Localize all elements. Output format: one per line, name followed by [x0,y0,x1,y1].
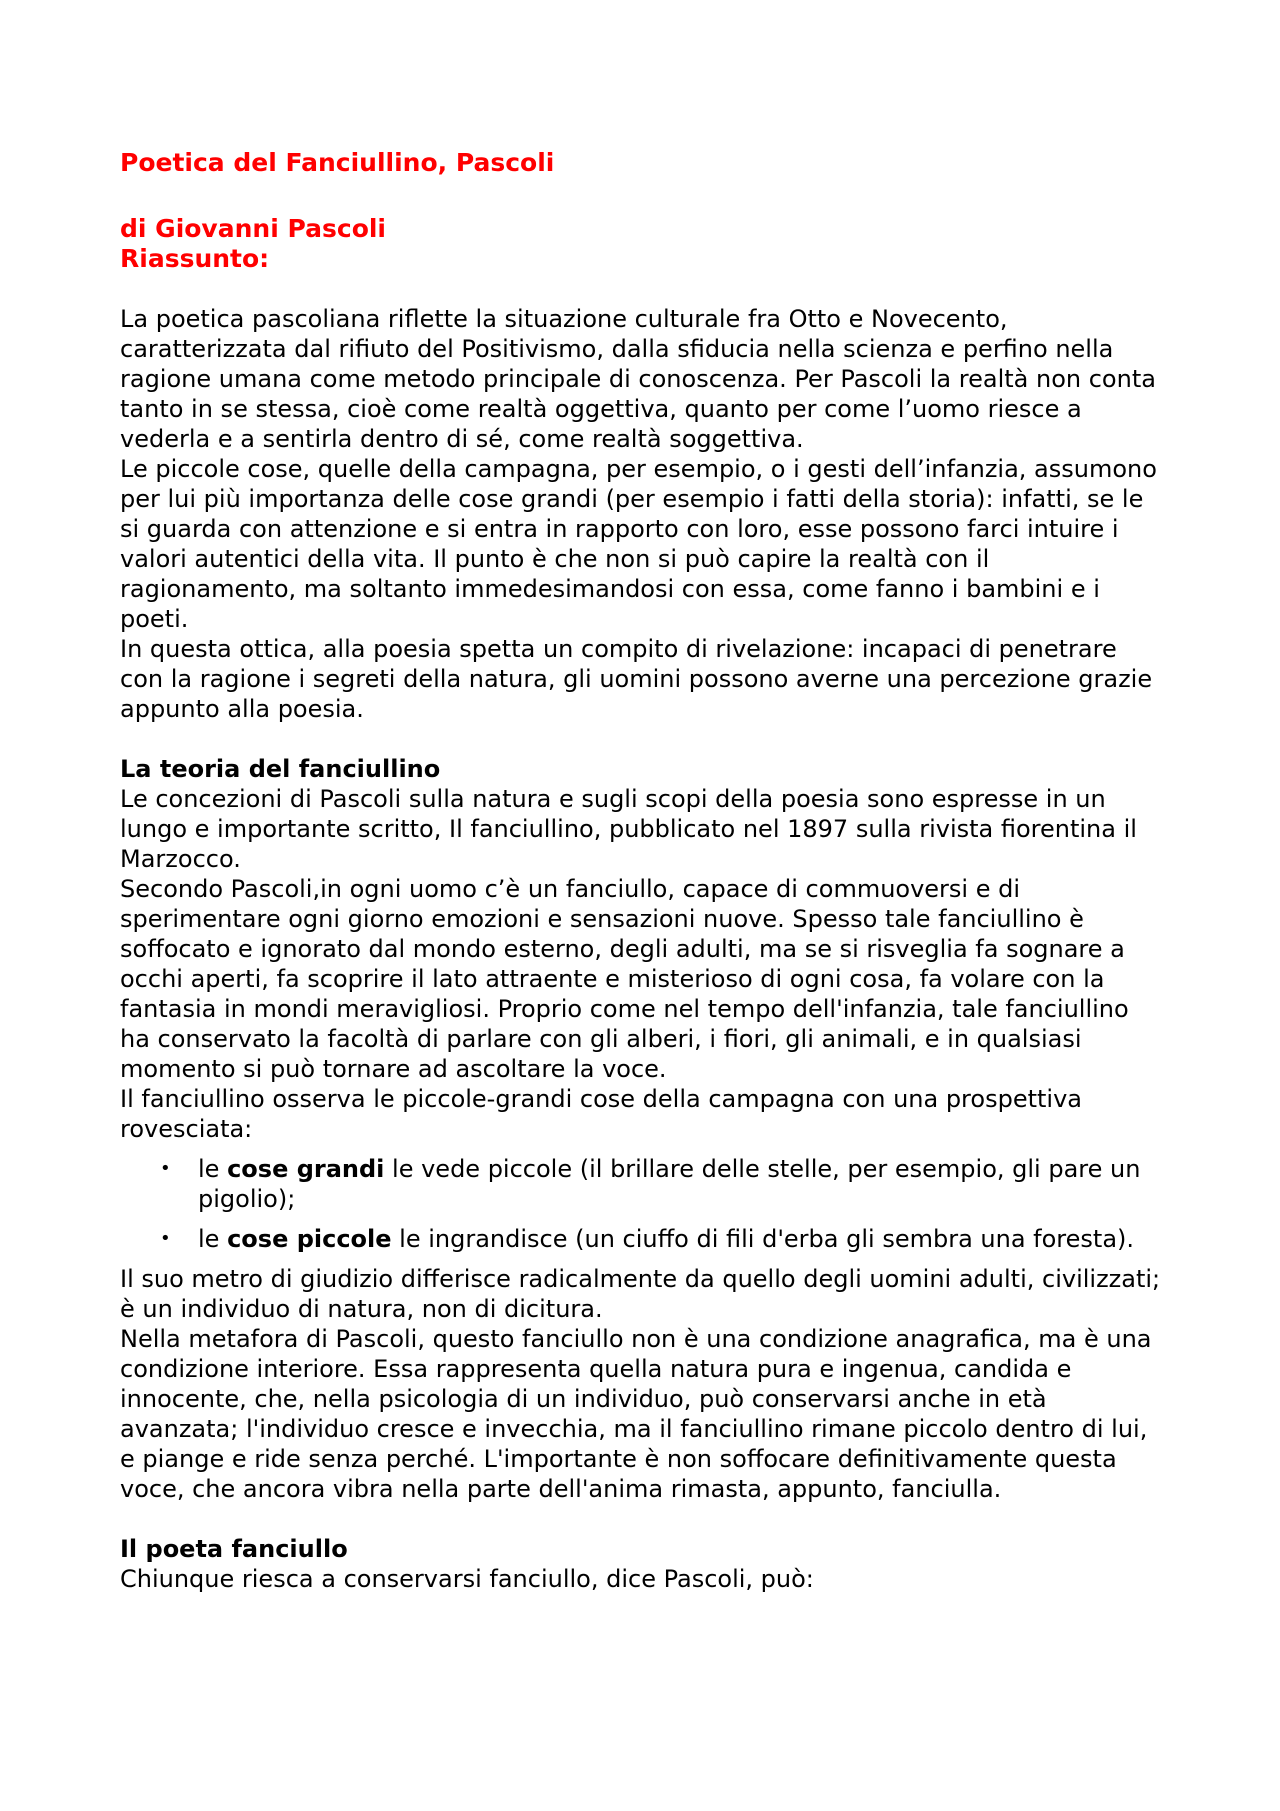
section-heading-fanciullino: La teoria del fanciullino [120,755,441,783]
list-item-bold: cose piccole [227,1225,392,1253]
intro-paragraph-1: La poetica pascoliana riflette la situazione culturale fra Otto e Novecento, caratterizzata dal rifiuto del Positivismo, dalla sfiducia nella scienza e perfino nella ragione umana come metodo principale di conoscenza. Per Pascoli la realtà non conta tanto in se stessa, cioè come realtà oggettiva, quanto per come l’uomo riesce a vederla e a sentirla dentro di sé, come realtà soggettiva. [120,305,1156,453]
list-item [120,1224,1162,1254]
section1-after-paragraph-2: Nella metafora di Pascoli, questo fanciullo non è una condizione anagrafica, ma è una condizione interiore. Essa rappresenta quella natura pura e ingenua, candida e innocente, che, nella psicologia di un individuo, può conservarsi anche in età avanzata; l'individuo cresce e invecchia, ma il fanciullino rimane piccolo dentro di lui, e piange e ride senza perché. L'importante è non soffocare definitivamente questa voce, che ancora vibra nella parte dell'anima rimasta, appunto, fanciulla. [120,1325,1152,1503]
list-item-bold: cose grandi [227,1155,385,1183]
section1-paragraph-2: Secondo Pascoli,in ogni uomo c’è un fanciullo, capace di commuoversi e di sperimentare ogni giorno emozioni e sensazioni nuove. Spesso tale fanciullino è soffocato e ignorato dal mondo esterno, degli adulti, ma se si risveglia fa sognare a occhi aperti, fa scoprire il lato attraente e misterioso di ogni cosa, fa volare con la fantasia in mondi meravigliosi. Proprio come nel tempo dell'infanzia, tale fanciullino ha conservato la facoltà di parlare con gli alberi, i fiori, gli animali, e in qualsiasi momento si può tornare ad ascoltare la voce. [120,875,1129,1083]
list-item-post: le ingrandisce (un ciuffo di fili d'erba gli sembra una foresta). [391,1225,1135,1253]
document-title: Poetica del Fanciullino, Pascoli [120,148,555,177]
document-author: di Giovanni Pascoli [120,214,387,243]
bullet-marker: • [160,1158,171,1179]
section1-paragraph-3: Il fanciullino osserva le piccole-grandi cose della campagna con una prospettiva rovesciata: [120,1085,1082,1143]
bullet-list [120,1154,1162,1254]
section-heading-poeta: Il poeta fanciullo [120,1535,348,1563]
intro-paragraph-3: In questa ottica, alla poesia spetta un compito di rivelazione: incapaci di penetrare con la ragione i segreti della natura, gli uomini possono averne una percezione grazie appunto alla poesia. [120,635,1153,723]
section1-paragraph-1: Le concezioni di Pascoli sulla natura e sugli scopi della poesia sono espresse in un lungo e importante scritto, Il fanciullino, pubblicato nel 1897 sulla rivista fiorentina il Marzocco. [120,785,1137,873]
intro-paragraph-2: Le piccole cose, quelle della campagna, per esempio, o i gesti dell’infanzia, assumono per lui più importanza delle cose grandi (per esempio i fatti della storia): infatti, se le si guarda con attenzione e si entra in rapporto con loro, esse possono farci intuire i valori autentici della vita. Il punto è che non si può capire la realtà con il ragionamento, ma soltanto immedesimandosi con essa, come fanno i bambini e i poeti. [120,455,1157,633]
summary-label: Riassunto: [120,244,270,273]
list-item-pre: le [198,1155,228,1183]
section2-paragraph-1: Chiunque riesca a conservarsi fanciullo, dice Pascoli, può: [120,1565,814,1593]
list-item-post: le vede piccole (il brillare delle stelle, per esempio, gli pare un pigolio); [198,1155,1141,1213]
list-item-pre: le [198,1225,228,1253]
bullet-marker: • [160,1228,171,1249]
section1-after-paragraph-1: Il suo metro di giudizio differisce radicalmente da quello degli uomini adulti, civilizzati; è un individuo di natura, non di dicitura. [120,1265,1161,1323]
list-item [120,1154,1162,1214]
